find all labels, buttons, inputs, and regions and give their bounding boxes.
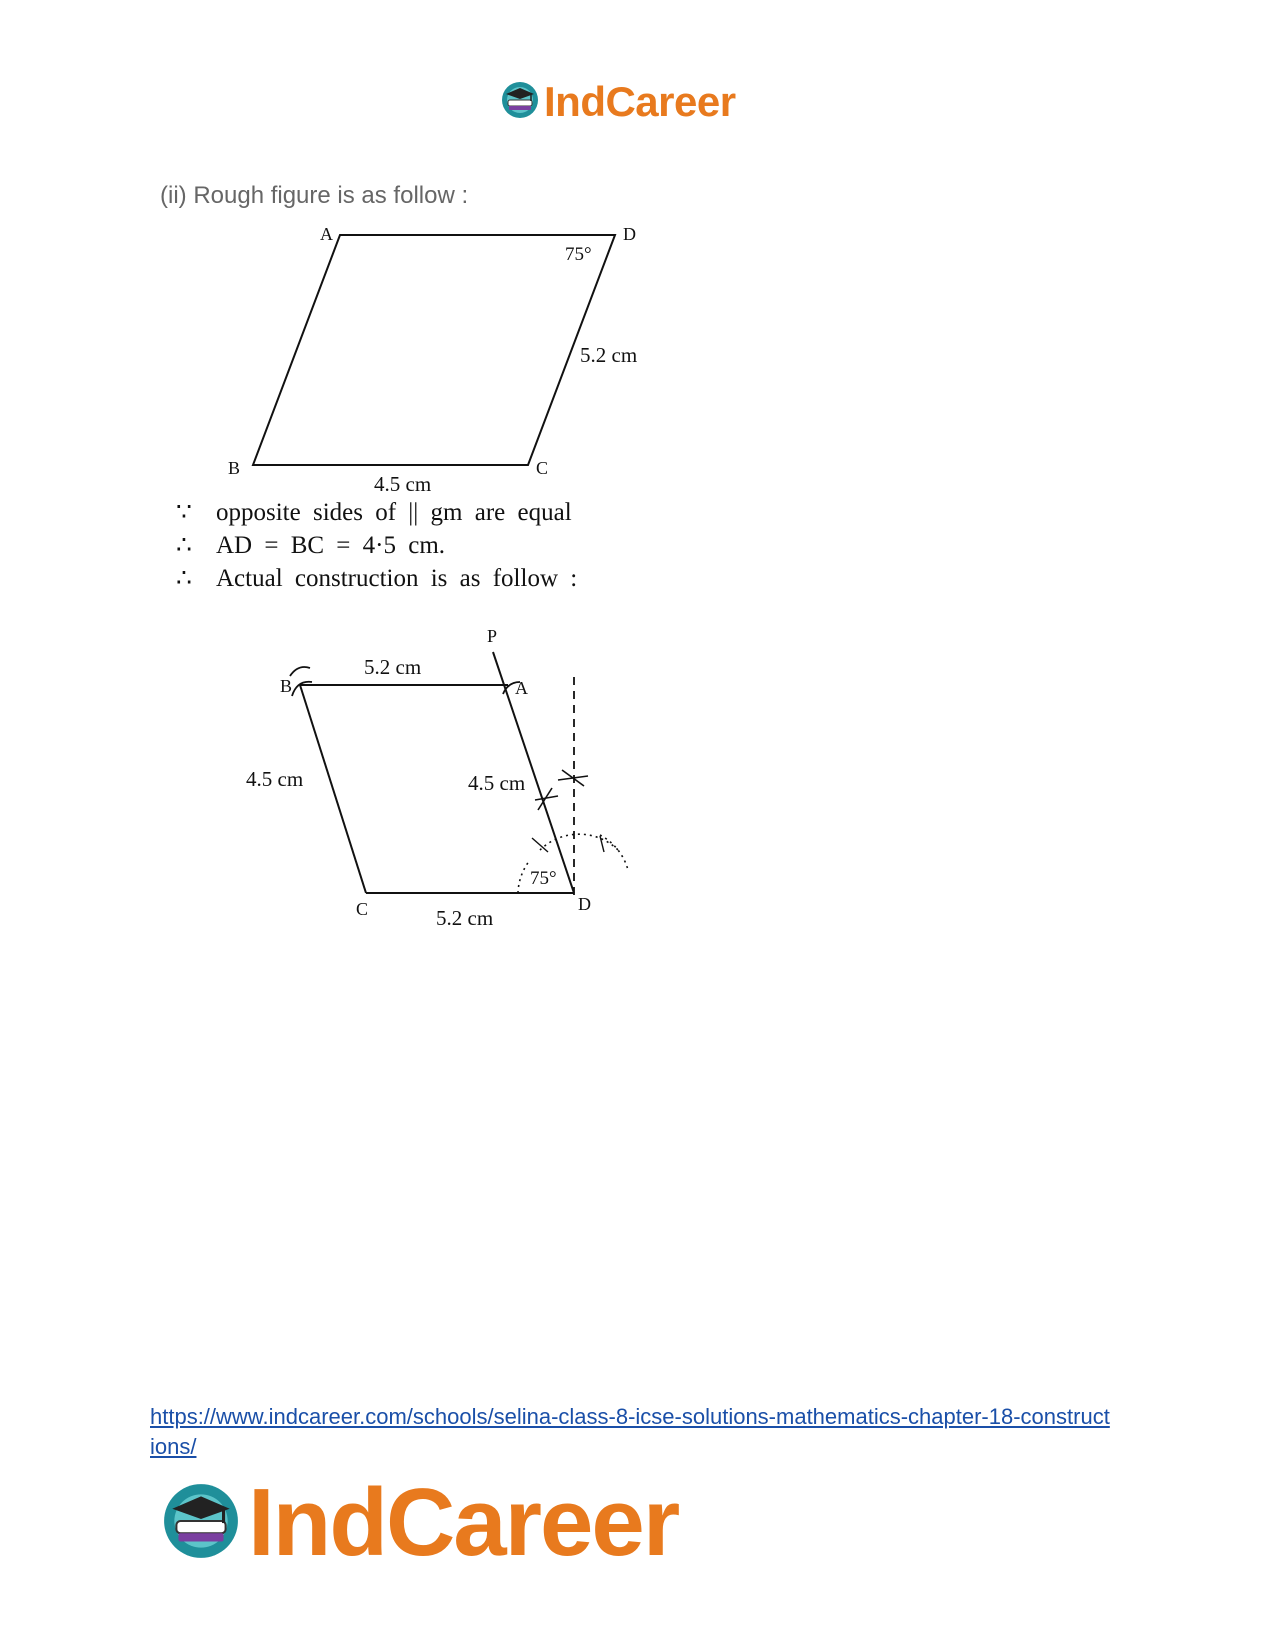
- proof-text: AD = BC = 4·5 cm.: [216, 532, 446, 559]
- proof-text: opposite sides of || gm are equal: [216, 499, 572, 526]
- vertex-label-a: A: [515, 678, 528, 698]
- proof-line-2: [176, 530, 445, 560]
- angle-label: 75°: [530, 868, 557, 889]
- brand-name: IndCareer: [248, 1469, 679, 1576]
- proof-text: Actual construction is as follow :: [216, 565, 578, 592]
- section-subtitle: (ii) Rough figure is as follow :: [160, 182, 469, 209]
- side-label-ad: 4.5 cm: [468, 771, 526, 795]
- side-label-ba: 5.2 cm: [364, 655, 422, 679]
- proof-line-3: [176, 563, 577, 593]
- vertex-label-b: B: [228, 458, 241, 478]
- graduation-cap-book-icon: [160, 1480, 242, 1567]
- rough-figure: [228, 224, 637, 496]
- therefore-symbol: ∴: [176, 565, 192, 592]
- because-symbol: ∵: [176, 499, 192, 526]
- vertex-label-c: C: [536, 458, 549, 478]
- vertex-label-d: D: [623, 224, 636, 244]
- source-link[interactable]: https://www.indcareer.com/schools/selina-class-8-icse-solutions-mathematics-chapter-18-constructions/: [150, 1404, 1110, 1459]
- therefore-symbol: ∴: [176, 532, 192, 559]
- point-label-p: P: [487, 626, 498, 646]
- proof-line-1: [176, 497, 572, 527]
- angle-label: 75°: [565, 244, 592, 265]
- brand-name: IndCareer: [544, 78, 736, 125]
- side-label-dc: 5.2 cm: [580, 343, 638, 367]
- side-label-cd: 5.2 cm: [436, 906, 494, 930]
- side-label-bc: 4.5 cm: [246, 767, 304, 791]
- vertex-label-d: D: [578, 894, 591, 914]
- vertex-label-a: A: [320, 224, 333, 244]
- side-label-bc: 4.5 cm: [374, 472, 432, 496]
- construction-figure: [246, 626, 628, 930]
- vertex-label-c: C: [356, 899, 369, 919]
- vertex-label-b: B: [280, 676, 293, 696]
- footer-logo: [160, 1468, 678, 1578]
